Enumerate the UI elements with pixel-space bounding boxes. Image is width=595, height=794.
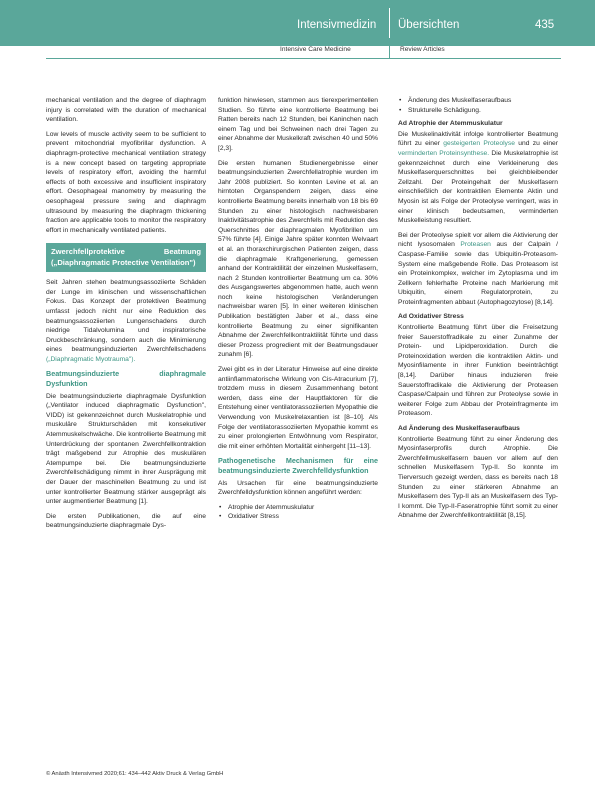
text-column-1: [46, 96, 206, 536]
section-title-box: Zwerchfellprotektive Beatmung („Diaphragmatic Protective Ventilation"): [46, 243, 206, 272]
body-paragraph: Die Muskelinaktivität infolge kontrollierter Beatmung führt zu einer gesteigerten Proteolyse und zu einer verminderten Proteinsynthese. Die Muskelatrophie ist gekennzeichnet durch eine Verkleinerung des Muskelfaserquerschnittes bei gleichbleibender Zellzahl. Der Proteingehalt der Muskelfasern einschließlich der kontraktilen Elemente Aktin und Myosin ist als Folge der Proteolyse verringert, was in einer klinisch bedeutsamen, verminderten Muskelleistung resultiert.: [398, 130, 558, 225]
body-paragraph: Kontrollierte Beatmung führt über die Freisetzung freier Sauerstoffradikale zu einer Zunahme der Protein- und Lipidperoxidation. Durch die Proteinoxidation werden die kontraktilen Aktin- und Myosinfilamente in ihrer Funktion beeinträchtigt [8,14]. Darüber hinaus induzieren freie Sauerstoffradikale die Aktivierung der Proteasen Caspase/Calpain und führen zur Proteolyse sowie in weiterer Folge zum Abbau der Proteinfragmente im Proteasom.: [398, 324, 558, 418]
body-paragraph: Zwei gibt es in der Literatur Hinweise auf eine direkte antiinflammatorische Wirkung von Cis-Atracurium [7], trotzdem muss in diesem Zusammenhang betont werden, dass eine der Hauptfaktoren für die Entstehung einer ventilatorassoziierten Myopathie die Verwendung von Muskelrelaxantien ist [8–10]. Als Folge der ventilatorassoziierten Myopathie kommt es zu einer prolongierten Entwöhnung vom Respirator, die mit einer erhöhten Mortalität einhergeht [11–13].: [218, 366, 378, 450]
subheader-right: Review Articles: [400, 46, 445, 53]
abstract-paragraph: Low levels of muscle activity seem to be sufficient to prevent mitochondrial myofibrillar dysfunction. A diaphragm-protective mechanical ventilation strategy is a new concept based on targeting appropriate levels of respiratory effort, avoiding the harmful effects of both excessive and insufficient inspiratory effort. Oesophageal manometry by measuring the oesophageal pressure swing and diaphragm ultrasound by measuring the diaphragm thickening fraction are applicable tools to monitor the respiratory effort in mechanically ventilated patients.: [46, 130, 206, 234]
section-title-uebersichten: Übersichten: [398, 19, 460, 31]
section-header-bar: [0, 0, 595, 46]
bullet-list: [218, 503, 378, 522]
body-paragraph: funktion hinwiesen, stammen aus tierexperimentellen Studien. So führte eine kontrollierte Beatmung bei Ratten bereits nach 12 Stunden, bei Kaninchen nach einem Tag und bei Schweinen nach drei Tagen zu einer Abnahme der Muskelkraft zwischen 40 und 50% [2,3].: [218, 97, 378, 152]
section-title-intensivmedizin: Intensivmedizin: [297, 19, 377, 31]
subsection-heading: Ad Oxidativer Stress: [398, 313, 464, 321]
list-item: • Strukturelle Schädigung.: [408, 106, 558, 116]
body-paragraph: Bei der Proteolyse spielt vor allem die Aktivierung der nicht lysosomalen Proteasen aus der Calpain / Caspase-Familie sowie das Ubiquitin-Proteasom-System eine maßgebende Rolle. Das Proteasom ist ein Proteinkomplex, welcher im Zytoplasma und im Zellkern fehlerhafte Proteine nach Markierung mit Ubiquitin, einem Regulatorprotein, zu Proteinfragmenten abbaut (Autophagozytose) [8,14].: [398, 231, 559, 306]
subsection-heading: Ad Atrophie der Atemmuskulatur: [398, 120, 503, 128]
subsection-heading: Ad Änderung des Muskelfaseraufbaus: [398, 425, 520, 432]
header-rule: [46, 58, 561, 59]
text-column-2: [218, 96, 378, 522]
highlighted-term: verminderten Proteinsynthese.: [398, 149, 490, 157]
subheader-left: Intensive Care Medicine: [280, 46, 351, 53]
body-paragraph: Die ersten Publikationen, die auf eine beatmungsinduzierte diaphragmale Dys-: [46, 512, 206, 530]
abstract-paragraph-end: mechanical ventilation and the degree of diaphragm injury is correlated with the duration of mechanical ventilation.: [46, 97, 206, 124]
list-item: • Atrophie der Atemmuskulatur: [228, 503, 378, 513]
list-item: • Oxidativer Stress: [228, 512, 378, 522]
body-paragraph: Seit Jahren stehen beatmungsassoziierte Schäden der Lunge im klinischen und wissenschaftlichen Fokus. Das Konzept der protektiven Beatmung umfasst jedoch nicht nur eine Reduktion des beatmungsassoziierten Lungenschadens durch niedrige Tidalvolumina und inspiratorische Druckbeschränkung, sondern auch die Minimierung eines beatmungsinduzierten Zwerchfellschadens („Diaphragmatic Myotrauma").: [46, 279, 206, 363]
highlighted-term: Proteasen: [460, 241, 491, 249]
list-item: • Änderung des Muskelfaseraufbaus: [408, 96, 558, 106]
bullet-list: [398, 96, 558, 115]
section-heading: Beatmungsinduzierte diaphragmale Dysfunktion: [46, 369, 206, 389]
page-number: 435: [535, 19, 555, 31]
header-divider: [389, 8, 390, 38]
body-paragraph: Als Ursachen für eine beatmungsinduzierte Zwerchfelldysfunktion können angeführt werden:: [218, 479, 378, 497]
copyright-footer: © Anästh Intensivmed 2020;61: 434–442 Aktiv Druck & Verlag GmbH: [46, 771, 224, 777]
subheader-divider: [389, 46, 390, 58]
body-paragraph: Kontrollierte Beatmung führt zu einer Änderung des Myosinfaserprofils durch Atrophie. Die Zwerchfellmuskelfasern bauen vor allem auf den schnellen Muskelfasern Typ-II. So konnte im Tierversuch gezeigt werden, dass es bereits nach 18 Stunden zu einer stärkeren Abnahme an Muskelfasern des Typ-II als an Muskelfasern des Typ-I kommt. Die Typ-II-Faseratrophie führt somit zu einer Abnahme der Zwerchfellkontraktilität [8,15].: [398, 435, 558, 520]
section-heading: Pathogenetische Mechanismen für eine beatmungsinduzierte Zwerchfelldysfunktion: [218, 456, 378, 475]
highlighted-term: („Diaphragmatic Myotrauma").: [46, 355, 136, 363]
text-column-3: [398, 96, 558, 526]
body-paragraph: Die ersten humanen Studienergebnisse einer beatmungsinduzierten Zwerchfellatrophie wurden im Jahr 2008 publiziert. So konnten Levine et al. an hirntoten Organspendern zeigen, dass eine kontrollierte Beatmung bereits innerhalb von 18 bis 69 Stunden zu einer histologisch nachweisbaren Inaktivitätsatrophie des Zwerchfells mit Reduktion des Querschnittes der diaphragmalen Myofibrillen um 57% führte [4]. Einige Jahre später konnten Welvaart et al. an thoraxchirurgischen Patienten zeigen, dass die diaphragmale Kraftgenerierung, gemessen anhand der Kontraktilität der einzelnen Muskelfasern, nach 2 Stunden kontrollierter Beatmung um ca. 30% des Ausgangswertes abgenommen hatte, auch wenn noch keine histologischen Veränderungen nachweisbar waren [5]. In einer weiteren klinischen Publikation bestätigten Jaber et al., dass eine kontrollierte Beatmung zu einer signifikanten Abnahme der Zwerchfellkontraktilität führte und dass dieser Prozess progredient mit der Beatmungsdauer zunahm [6].: [218, 159, 378, 359]
highlighted-term: gesteigerten Proteolyse: [443, 140, 515, 148]
body-paragraph: Die beatmungsinduzierte diaphragmale Dysfunktion („Ventilator induced diaphragmatic Dysfunction", VIDD) ist gekennzeichnet durch Muskelatrophie und muskuläre Strukturschäden mit konsekutiver Atemmuskelschwäche. Die kontrollierte Beatmung mit Unterdrückung der spontanen Zwerchfellkontraktion trägt maßgebend zur Atrophie des muskulären Atempumpe bei. Die beatmungsinduzierte Zwerchfellschädigung nimmt in ihrer Ausprägung mit der Dauer der maschinellen Beatmung zu und ist unter kontrollierter Beatmung stärker ausgeprägt als unter augmentierter Beatmung [1].: [46, 392, 206, 506]
